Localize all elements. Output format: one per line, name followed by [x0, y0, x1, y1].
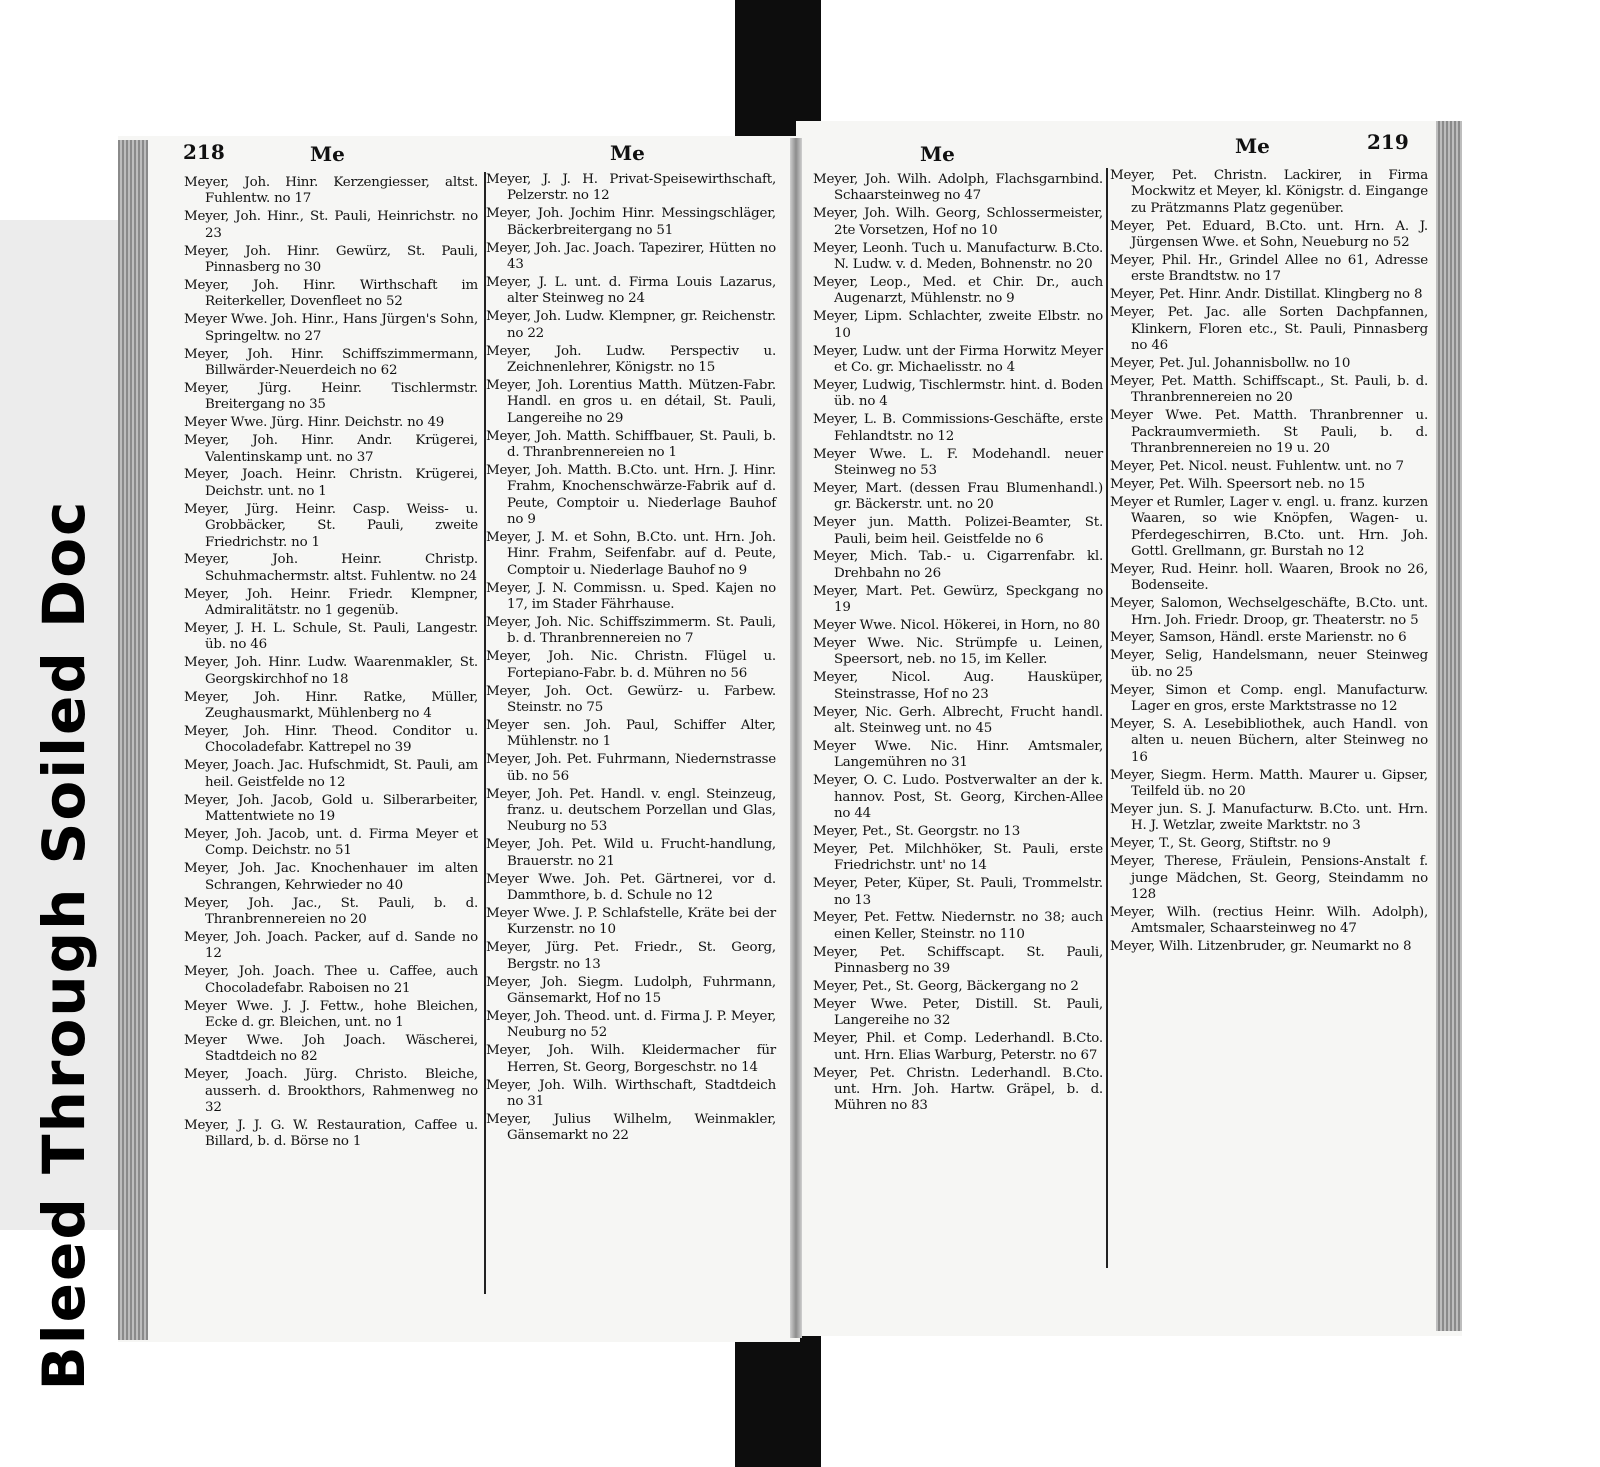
directory-entry: Meyer, Phil. Hr., Grindel Allee no 61, Adresse erste Brandtstw. no 17: [1110, 253, 1428, 285]
directory-entry: Meyer, J. H. L. Schule, St. Pauli, Langestr. üb. no 46: [184, 621, 478, 653]
directory-entry: Meyer, Joach. Jac. Hufschmidt, St. Pauli, am heil. Geistfelde no 12: [184, 758, 478, 790]
directory-entry: Meyer, Wilh. Litzenbruder, gr. Neumarkt no 8: [1110, 939, 1412, 955]
directory-entry: Meyer, Joh. Lorentius Matth. Mützen-Fabr. Handl. en gros u. en détail, St. Pauli, Langereihe no 29: [486, 377, 776, 426]
directory-entry: Meyer, Nicol. Aug. Hausküper, Steinstrasse, Hof no 23: [813, 670, 1103, 702]
page-number-left: 218: [183, 140, 225, 164]
directory-entry: Meyer Wwe. Nicol. Hökerei, in Horn, no 80: [813, 618, 1100, 634]
directory-entry: Meyer, J. J. H. Privat-Speisewirthschaft, Pelzerstr. no 12: [486, 172, 776, 204]
directory-entry: Meyer, Joh. Ludw. Perspectiv u. Zeichnenlehrer, Königstr. no 15: [486, 343, 776, 375]
directory-entry: Meyer, Joh. Hinr. Andr. Krügerei, Valentinskamp unt. no 37: [184, 433, 478, 465]
directory-entry: Meyer, Joh. Hinr. Wirthschaft im Reiterkeller, Dovenfleet no 52: [184, 277, 478, 310]
directory-entry: Meyer, Pet. Nicol. neust. Fuhlentw. unt. no 7: [1110, 458, 1404, 474]
directory-entry: Meyer, Joh. Nic. Christn. Flügel u. Fortepiano-Fabr. b. d. Mühren no 56: [486, 649, 776, 681]
directory-entry: Meyer Wwe. J. J. Fettw., hohe Bleichen, Ecke d. gr. Bleichen, unt. no 1: [184, 998, 478, 1030]
directory-entry: Meyer, Mart. Pet. Gewürz, Speckgang no 19: [813, 583, 1103, 616]
directory-entry: Meyer, Pet., St. Georgstr. no 13: [813, 823, 1021, 839]
directory-entry: Meyer, S. A. Lesebibliothek, auch Handl. von alten u. neuen Büchern, alter Steinweg no 16: [1110, 717, 1428, 765]
directory-entry: Meyer, Joh. Pet. Wild u. Frucht-handlung, Brauerstr. no 21: [486, 837, 776, 869]
directory-entry: Meyer, Joach. Heinr. Christn. Krügerei, Deichstr. unt. no 1: [184, 467, 478, 499]
directory-entry: Meyer, Phil. et Comp. Lederhandl. B.Cto. unt. Hrn. Elias Warburg, Peterstr. no 67: [813, 1031, 1103, 1063]
directory-entry: Meyer, Joh. Heinr. Christp. Schuhmachermstr. altst. Fuhlentw. no 24: [184, 552, 478, 584]
directory-entry: Meyer, Julius Wilhelm, Weinmakler, Gänsemarkt no 22: [486, 1111, 776, 1144]
directory-entry: Meyer, O. C. Ludo. Postverwalter an der k. hannov. Post, St. Georg, Kirchen-Allee no 44: [813, 773, 1103, 822]
right-page-column-1: [813, 172, 1103, 1116]
directory-entry: Meyer, Pet. Matth. Schiffscapt., St. Pauli, b. d. Thranbrennereien no 20: [1110, 373, 1428, 406]
directory-entry: Meyer, Selig, Handelsmann, neuer Steinweg üb. no 25: [1110, 648, 1428, 680]
directory-entry: Meyer, Joh. Hinr. Schiffszimmermann, Billwärder-Neuerdeich no 62: [184, 346, 478, 378]
directory-entry: Meyer, Joh. Hinr. Kerzengiesser, altst. Fuhlentw. no 17: [184, 175, 478, 207]
directory-entry: Meyer Wwe. Joh. Hinr., Hans Jürgen's Sohn, Springeltw. no 27: [184, 312, 478, 344]
directory-entry: Meyer jun. S. J. Manufacturw. B.Cto. unt. Hrn. H. J. Wetzlar, zweite Marktstr. no 3: [1110, 802, 1428, 834]
directory-entry: Meyer, Joh. Wilh. Georg, Schlossermeister, 2te Vorsetzen, Hof no 10: [813, 206, 1103, 238]
directory-entry: Meyer, Joh. Jac. Knochenhauer im alten Schrangen, Kehrwieder no 40: [184, 861, 478, 893]
directory-entry: Meyer, Jürg. Heinr. Tischlermstr. Breitergang no 35: [184, 380, 478, 413]
directory-entry: Meyer, Jürg. Heinr. Casp. Weiss- u. Grobbäcker, St. Pauli, zweite Friedrichstr. no 1: [184, 501, 478, 550]
right-page-edge: [1436, 121, 1462, 1331]
directory-entry: Meyer, Wilh. (rectius Heinr. Wilh. Adolph), Amtsmaler, Schaarsteinweg no 47: [1110, 904, 1428, 937]
directory-entry: Meyer, Joh. Ludw. Klempner, gr. Reichenstr. no 22: [486, 309, 776, 341]
directory-entry: Meyer, Pet. Christn. Lackirer, in Firma Mockwitz et Meyer, kl. Königstr. d. Eingange zu Prätzmanns Platz gegenüber.: [1110, 168, 1428, 216]
directory-entry: Meyer, Joh. Jacob, unt. d. Firma Meyer et Comp. Deichstr. no 51: [184, 826, 478, 859]
directory-entry: Meyer, Mart. (dessen Frau Blumenhandl.) gr. Bäckerstr. unt. no 20: [813, 480, 1103, 513]
directory-entry: Meyer, Joh. Hinr. Theod. Conditor u. Chocoladefabr. Kattrepel no 39: [184, 724, 478, 756]
directory-entry: Meyer, Joach. Jürg. Christo. Bleiche, ausserh. d. Brookthors, Rahmenweg no 32: [184, 1067, 478, 1115]
directory-entry: Meyer Wwe. Peter, Distill. St. Pauli, Langereihe no 32: [813, 997, 1103, 1029]
directory-entry: Meyer, Lipm. Schlachter, zweite Elbstr. no 10: [813, 309, 1103, 341]
directory-entry: Meyer, Pet. Jac. alle Sorten Dachpfannen, Klinkern, Floren etc., St. Pauli, Pinnasberg no 46: [1110, 305, 1428, 354]
directory-entry: Meyer, Leop., Med. et Chir. Dr., auch Augenarzt, Mühlenstr. no 9: [813, 274, 1103, 307]
condition-tag: [0, 220, 128, 1391]
directory-entry: Meyer, Simon et Comp. engl. Manufacturw. Lager en gros, erste Marktstrasse no 12: [1110, 682, 1428, 715]
directory-entry: Meyer, Joh. Wilh. Adolph, Flachsgarnbind. Schaarsteinweg no 47: [813, 172, 1103, 204]
running-head-right-1: Me: [920, 142, 955, 166]
directory-entry: Meyer, J. L. unt. d. Firma Louis Lazarus, alter Steinweg no 24: [486, 274, 776, 307]
directory-entry: Meyer, Pet. Schiffscapt. St. Pauli, Pinnasberg no 39: [813, 944, 1103, 977]
directory-entry: Meyer, J. J. G. W. Restauration, Caffee u. Billard, b. d. Börse no 1: [184, 1117, 478, 1150]
directory-entry: Meyer Wwe. L. F. Modehandl. neuer Steinweg no 53: [813, 446, 1103, 478]
directory-entry: Meyer Wwe. Pet. Matth. Thranbrenner u. Packraumvermieth. St Pauli, b. d. Thranbrennereien no 19 u. 20: [1110, 408, 1428, 456]
directory-entry: Meyer, Joh. Jochim Hinr. Messingschläger, Bäckerbreitergang no 51: [486, 206, 776, 238]
column-rule-right: [1106, 168, 1108, 1268]
directory-entry: Meyer, Jürg. Pet. Friedr., St. Georg, Bergstr. no 13: [486, 940, 776, 972]
directory-entry: Meyer sen. Joh. Paul, Schiffer Alter, Mühlenstr. no 1: [486, 718, 776, 750]
directory-entry: Meyer, Pet. Christn. Lederhandl. B.Cto. unt. Hrn. Joh. Hartw. Gräpel, b. d. Mühren no 83: [813, 1065, 1103, 1114]
left-page-column-2: [486, 172, 776, 1146]
running-head-left-1: Me: [310, 142, 345, 166]
directory-entry: Meyer, Joh. Hinr. Gewürz, St. Pauli, Pinnasberg no 30: [184, 243, 478, 276]
directory-entry: Meyer, Joh. Jacob, Gold u. Silberarbeiter, Mattentwiete no 19: [184, 792, 478, 825]
condition-tag-text: Bleed Through Soiled Doc: [30, 499, 98, 1391]
directory-entry: Meyer, J. M. et Sohn, B.Cto. unt. Hrn. Joh. Hinr. Frahm, Seifenfabr. auf d. Peute, Comptoir u. Niederlage Bauhof no 9: [486, 530, 776, 578]
running-head-left-2: Me: [610, 141, 645, 165]
directory-entry: Meyer, T., St. Georg, Stiftstr. no 9: [1110, 836, 1331, 852]
directory-entry: Meyer, Joh. Jac., St. Pauli, b. d. Thranbrennereien no 20: [184, 895, 478, 927]
directory-entry: Meyer, Peter, Küper, St. Pauli, Trommelstr. no 13: [813, 876, 1103, 908]
directory-entry: Meyer Wwe. Jürg. Hinr. Deichstr. no 49: [184, 415, 445, 431]
directory-entry: Meyer, Pet. Wilh. Speersort neb. no 15: [1110, 476, 1366, 492]
directory-entry: Meyer, Joh. Theod. unt. d. Firma J. P. Meyer, Neuburg no 52: [486, 1008, 776, 1041]
running-head-right-2: Me: [1235, 134, 1270, 158]
directory-entry: Meyer jun. Matth. Polizei-Beamter, St. Pauli, beim heil. Geistfelde no 6: [813, 515, 1103, 547]
directory-entry: Meyer Wwe. Nic. Strümpfe u. Leinen, Speersort, neb. no 15, im Keller.: [813, 635, 1103, 668]
directory-entry: Meyer, Joh. Wilh. Wirthschaft, Stadtdeich no 31: [486, 1077, 776, 1109]
directory-entry: Meyer Wwe. Nic. Hinr. Amtsmaler, Langemühren no 31: [813, 738, 1103, 771]
page-number-right: 219: [1367, 130, 1409, 154]
directory-entry: Meyer, Joh. Joach. Packer, auf d. Sande no 12: [184, 929, 478, 962]
directory-entry: Meyer et Rumler, Lager v. engl. u. franz. kurzen Waaren, so wie Knöpfen, Wagen- u. Pferdegeschirren, B.Cto. unt. Hrn. Joh. Gottl. Grellmann, gr. Burstah no 12: [1110, 494, 1428, 559]
directory-entry: Meyer, Joh. Hinr. Ratke, Müller, Zeughausmarkt, Mühlenberg no 4: [184, 689, 478, 722]
directory-entry: Meyer, Joh. Hinr. Ludw. Waarenmakler, St. Georgskirchhof no 18: [184, 655, 478, 687]
directory-entry: Meyer, Ludw. unt der Firma Horwitz Meyer et Co. gr. Michaelisstr. no 4: [813, 343, 1103, 375]
right-page-column-2: [1110, 168, 1428, 957]
directory-entry: Meyer Wwe. Joh. Pet. Gärtnerei, vor d. Dammthore, b. d. Schule no 12: [486, 871, 776, 904]
directory-entry: Meyer, Pet. Fettw. Niedernstr. no 38; auch einen Keller, Steinstr. no 110: [813, 910, 1103, 942]
directory-entry: Meyer Wwe. J. P. Schlafstelle, Kräte bei der Kurzenstr. no 10: [486, 905, 776, 938]
directory-entry: Meyer, Samson, Händl. erste Marienstr. no 6: [1110, 630, 1407, 646]
directory-entry: Meyer, Pet. Hinr. Andr. Distillat. Klingberg no 8: [1110, 287, 1423, 303]
directory-entry: Meyer Wwe. Joh Joach. Wäscherei, Stadtdeich no 82: [184, 1032, 478, 1065]
left-page-edge: [118, 140, 148, 1340]
left-page-column-1: [184, 175, 478, 1152]
directory-entry: Meyer, Pet., St. Georg, Bäckergang no 2: [813, 979, 1079, 995]
directory-entry: Meyer, Joh. Matth. B.Cto. unt. Hrn. J. Hinr. Frahm, Knochenschwärze-Fabrik auf d. Peute, Comptoir u. Niederlage Bauhof no 9: [486, 462, 776, 528]
directory-entry: Meyer, Leonh. Tuch u. Manufacturw. B.Cto. N. Ludw. v. d. Meden, Bohnenstr. no 20: [813, 240, 1103, 273]
directory-entry: Meyer, Mich. Tab.- u. Cigarrenfabr. kl. Drehbahn no 26: [813, 549, 1103, 581]
directory-entry: Meyer, Joh. Hinr., St. Pauli, Heinrichstr. no 23: [184, 209, 478, 241]
directory-entry: Meyer, Joh. Joach. Thee u. Caffee, auch Chocoladefabr. Raboisen no 21: [184, 964, 478, 996]
directory-entry: Meyer, Joh. Matth. Schiffbauer, St. Pauli, b. d. Thranbrennereien no 1: [486, 428, 776, 460]
directory-entry: Meyer, Joh. Heinr. Friedr. Klempner, Admiralitätstr. no 1 gegenüb.: [184, 586, 478, 619]
directory-entry: Meyer, Joh. Jac. Joach. Tapezirer, Hütten no 43: [486, 240, 776, 273]
directory-entry: Meyer, Pet. Milchhöker, St. Pauli, erste Friedrichstr. unt' no 14: [813, 841, 1103, 874]
directory-entry: Meyer, L. B. Commissions-Geschäfte, erste Fehlandtstr. no 12: [813, 412, 1103, 444]
directory-entry: Meyer, Rud. Heinr. holl. Waaren, Brook no 26, Bodenseite.: [1110, 561, 1428, 594]
directory-entry: Meyer, Joh. Wilh. Kleidermacher für Herren, St. Georg, Borgeschstr. no 14: [486, 1043, 776, 1075]
directory-entry: Meyer, J. N. Commissn. u. Sped. Kajen no 17, im Stader Fährhause.: [486, 580, 776, 613]
directory-entry: Meyer, Pet. Eduard, B.Cto. unt. Hrn. A. J. Jürgensen Wwe. et Sohn, Neueburg no 52: [1110, 218, 1428, 251]
directory-entry: Meyer, Ludwig, Tischlermstr. hint. d. Boden üb. no 4: [813, 377, 1103, 410]
black-binding-strip-bottom: [735, 1320, 821, 1467]
directory-entry: Meyer, Pet. Jul. Johannisbollw. no 10: [1110, 355, 1351, 371]
directory-entry: Meyer, Joh. Nic. Schiffszimmerm. St. Pauli, b. d. Thranbrennereien no 7: [486, 615, 776, 647]
directory-entry: Meyer, Joh. Siegm. Ludolph, Fuhrmann, Gänsemarkt, Hof no 15: [486, 974, 776, 1006]
directory-entry: Meyer, Therese, Fräulein, Pensions-Anstalt f. junge Mädchen, St. Georg, Steindamm no 128: [1110, 854, 1428, 903]
book-gutter: [790, 138, 802, 1338]
directory-entry: Meyer, Siegm. Herm. Matth. Maurer u. Gipser, Teilfeld üb. no 20: [1110, 767, 1428, 800]
directory-entry: Meyer, Joh. Oct. Gewürz- u. Farbew. Steinstr. no 75: [486, 683, 776, 716]
directory-entry: Meyer, Nic. Gerh. Albrecht, Frucht handl. alt. Steinweg unt. no 45: [813, 704, 1103, 736]
directory-entry: Meyer, Joh. Pet. Fuhrmann, Niedernstrasse üb. no 56: [486, 752, 776, 784]
directory-entry: Meyer, Joh. Pet. Handl. v. engl. Steinzeug, franz. u. deutschem Porzellan und Glas, Neuburg no 53: [486, 786, 776, 835]
directory-entry: Meyer, Salomon, Wechselgeschäfte, B.Cto. unt. Hrn. Joh. Friedr. Droop, gr. Theaterstr. no 5: [1110, 596, 1428, 628]
